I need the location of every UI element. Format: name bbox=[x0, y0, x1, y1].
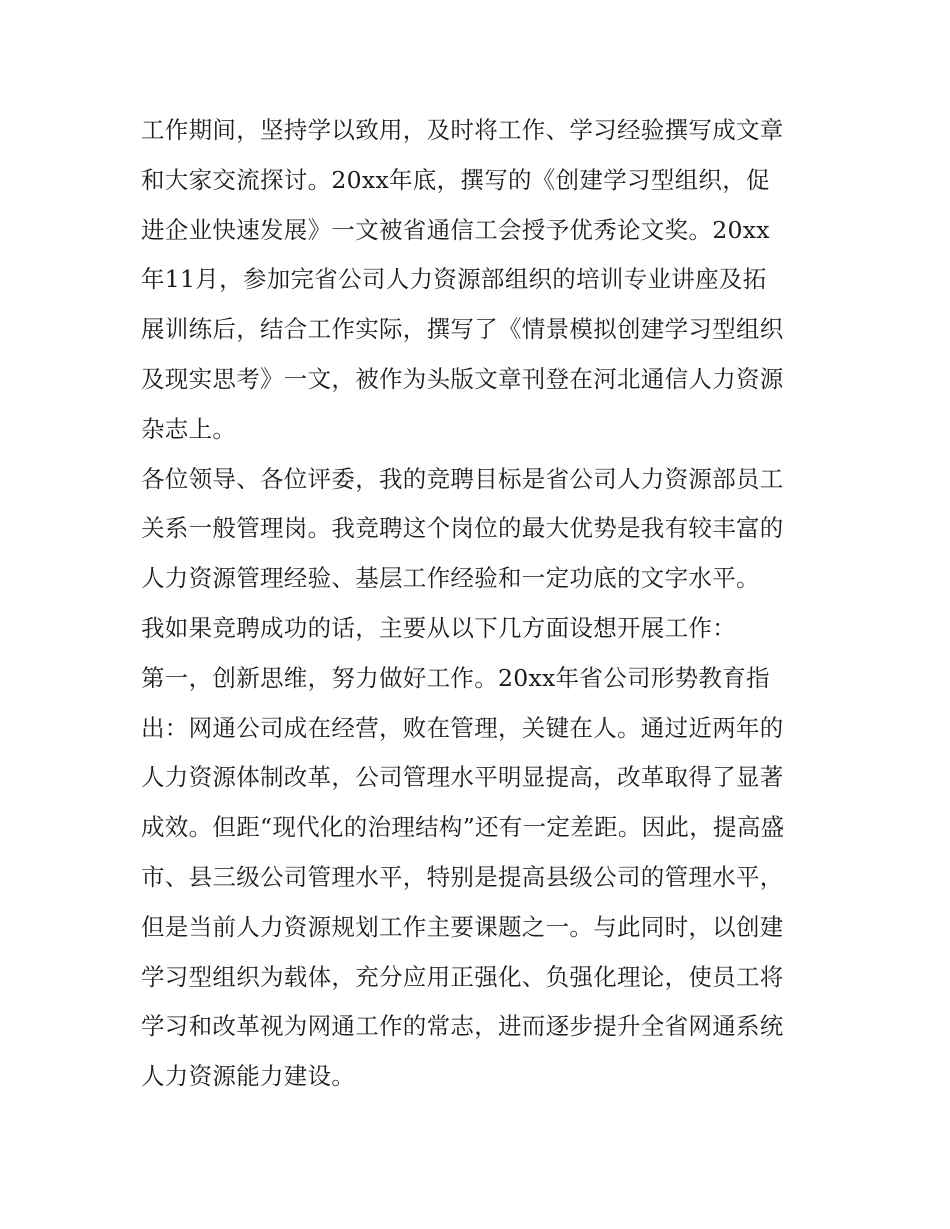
text-line: 学习和改革视为网通工作的常志，进而逐步提升全省网通系统 bbox=[141, 1012, 784, 1041]
text-line: 出：网通公司成在经营，败在管理，关键在人。通过近两年的 bbox=[141, 713, 784, 742]
text-line: 杂志上。 bbox=[141, 414, 237, 443]
text-line: 进企业快速发展》一文被省通信工会授予优秀论文奖。20xx bbox=[141, 215, 770, 244]
text-line: 年11月，参加完省公司人力资源部组织的培训专业讲座及拓 bbox=[141, 265, 767, 294]
text-line: 关系一般管理岗。我竞聘这个岗位的最大优势是我有较丰富的 bbox=[141, 514, 784, 543]
text-line: 和大家交流探讨。20xx年底，撰写的《创建学习型组织，促 bbox=[141, 165, 770, 194]
text-line: 及现实思考》一文，被作为头版文章刊登在河北通信人力资源 bbox=[141, 364, 784, 393]
body-text bbox=[141, 106, 821, 1102]
text-line: 工作期间，坚持学以致用，及时将工作、学习经验撰写成文章 bbox=[141, 116, 784, 144]
text-line: 成效。但距“现代化的治理结构”还有一定差距。因此，提高盛 bbox=[141, 813, 785, 842]
text-line: 人力资源体制改革，公司管理水平明显提高，改革取得了显著 bbox=[141, 763, 784, 792]
text-line: 人力资源能力建设。 bbox=[141, 1062, 356, 1091]
text-line: 人力资源管理经验、基层工作经验和一定功底的文字水平。 bbox=[141, 564, 760, 593]
text-line: 市、县三级公司管理水平，特别是提高县级公司的管理水平， bbox=[141, 862, 784, 891]
text-line: 展训练后，结合工作实际，撰写了《情景模拟创建学习型组织 bbox=[141, 315, 784, 344]
text-line: 第一，创新思维，努力做好工作。20xx年省公司形势教育指 bbox=[141, 663, 770, 692]
text-line: 我如果竞聘成功的话，主要从以下几方面设想开展工作： bbox=[141, 613, 736, 642]
text-line: 但是当前人力资源规划工作主要课题之一。与此同时，以创建 bbox=[141, 912, 784, 941]
text-line: 学习型组织为载体，充分应用正强化、负强化理论，使员工将 bbox=[141, 962, 784, 991]
text-line: 各位领导、各位评委，我的竞聘目标是省公司人力资源部员工 bbox=[141, 464, 784, 493]
